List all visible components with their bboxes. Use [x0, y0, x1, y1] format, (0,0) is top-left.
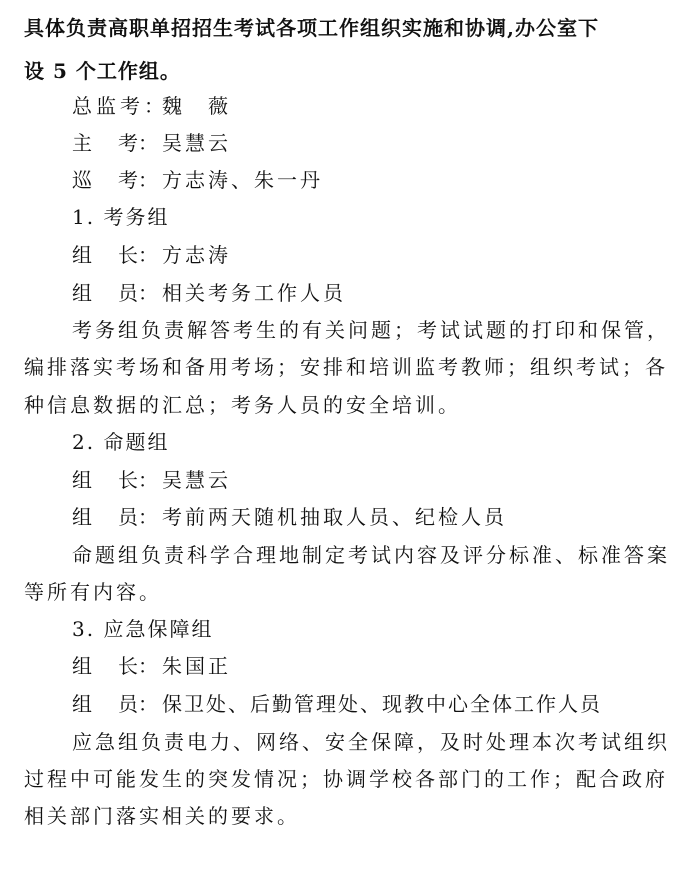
patrol-proctor-row — [72, 166, 323, 194]
group2-member-label-b: 员： — [118, 505, 158, 529]
group3-member-row — [72, 690, 602, 718]
chief-proctor-label: 总监考： — [72, 94, 168, 118]
intro-line-1: 具体负责高职单招招生考试各项工作组织实施和协调,办公室下 — [24, 16, 599, 40]
group1-desc-line-1: 考务组负责解答考生的有关问题；考试试题的打印和保管， — [72, 318, 670, 342]
main-proctor-row — [72, 129, 231, 157]
group2-desc-line-2: 等所有内容。 — [24, 580, 162, 604]
group1-leader-value: 方志涛 — [162, 243, 231, 267]
main-proctor-label-a: 主 — [72, 131, 92, 155]
group1-member-label-a: 组 — [72, 281, 92, 305]
group1-desc-line-2: 编排落实考场和备用考场；安排和培训监考教师；组织考试；各 — [24, 355, 668, 379]
group1-member-row — [72, 279, 346, 307]
group3-title: 3. 应急保障组 — [72, 617, 214, 641]
group3-leader-value: 朱国正 — [162, 654, 231, 678]
group3-desc-line-1: 应急组负责电力、网络、安全保障，及时处理本次考试组织 — [72, 730, 670, 754]
main-proctor-label-b: 考： — [118, 131, 158, 155]
group2-leader-label-a: 组 — [72, 468, 92, 492]
patrol-proctor-value: 方志涛、朱一丹 — [162, 168, 323, 192]
group1-member-value: 相关考务工作人员 — [162, 281, 346, 305]
group2-member-label-a: 组 — [72, 505, 92, 529]
group3-member-label-b: 员： — [118, 692, 158, 716]
group2-desc-line-1: 命题组负责科学合理地制定考试内容及评分标准、标准答案 — [72, 543, 670, 567]
group1-leader-row — [72, 241, 231, 269]
group3-leader-label-a: 组 — [72, 654, 92, 678]
group2-title: 2. 命题组 — [72, 430, 170, 454]
group3-desc-line-2: 过程中可能发生的突发情况；协调学校各部门的工作；配合政府 — [24, 767, 668, 791]
intro-line-2: 设 5 个工作组。 — [24, 59, 181, 83]
group2-leader-row — [72, 466, 231, 494]
group3-leader-row — [72, 652, 231, 680]
patrol-proctor-label-b: 考： — [118, 168, 158, 192]
chief-proctor-value: 魏 薇 — [162, 94, 231, 118]
group1-title: 1. 考务组 — [72, 205, 170, 229]
patrol-proctor-label-a: 巡 — [72, 168, 92, 192]
group2-member-row — [72, 503, 507, 531]
group1-leader-label-b: 长： — [118, 243, 158, 267]
chief-proctor-row — [72, 92, 231, 120]
group3-member-label-a: 组 — [72, 692, 92, 716]
group1-desc-line-3: 种信息数据的汇总；考务人员的安全培训。 — [24, 393, 461, 417]
group3-desc-line-3: 相关部门落实相关的要求。 — [24, 804, 300, 828]
group1-leader-label-a: 组 — [72, 243, 92, 267]
group1-member-label-b: 员： — [118, 281, 158, 305]
group2-leader-label-b: 长： — [118, 468, 158, 492]
group3-leader-label-b: 长： — [118, 654, 158, 678]
main-proctor-value: 吴慧云 — [162, 131, 231, 155]
group2-leader-value: 吴慧云 — [162, 468, 231, 492]
group3-member-value: 保卫处、后勤管理处、现教中心全体工作人员 — [162, 692, 602, 716]
group2-member-value: 考前两天随机抽取人员、纪检人员 — [162, 505, 507, 529]
